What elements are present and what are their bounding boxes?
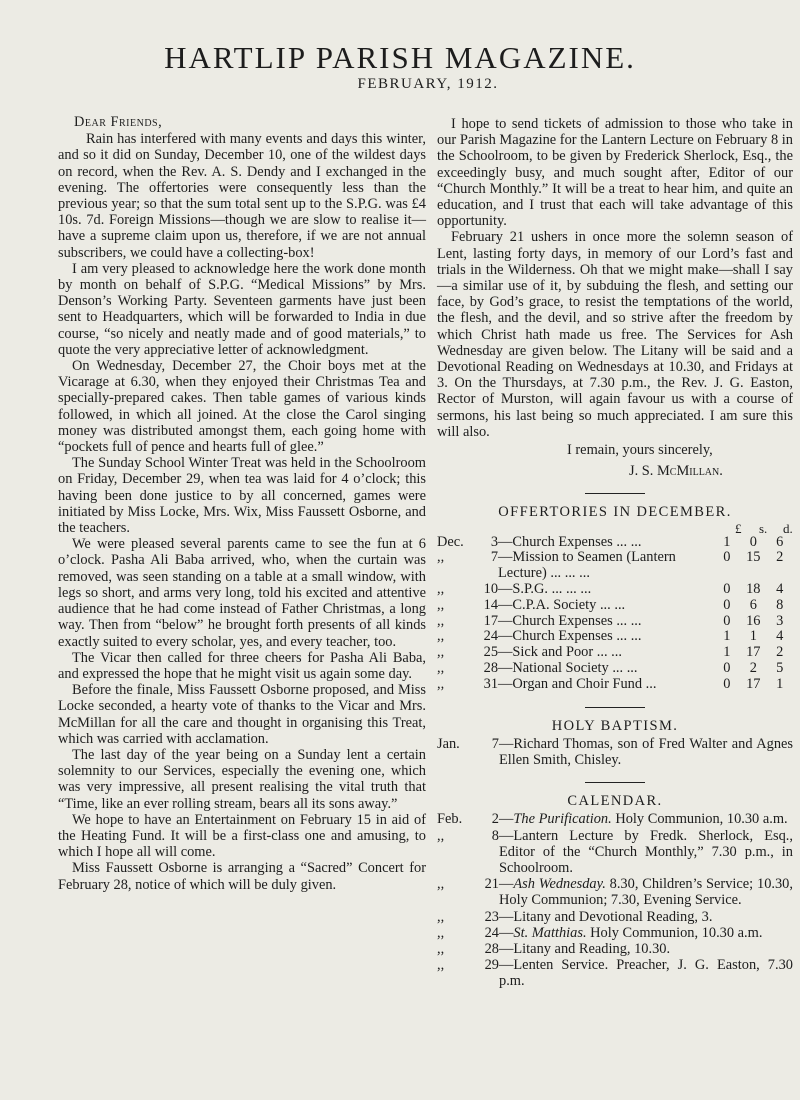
offertory-shillings: 17 [746,675,761,692]
calendar-entry-feast: St. Matthias. [513,924,587,941]
offertory-description: —C.P.A. Society ... ... [498,596,626,613]
baptism-entry-detail: —Richard Thomas, son of Fred Walter and Agnes Ellen Smith, Chisley. [499,735,793,769]
calendar-entry-day: 23 [484,908,499,925]
offertory-day: 14 [483,596,499,613]
offertory-month: ,, [437,644,445,661]
calendar-entry [437,909,793,925]
offertory-month: ,, [437,612,445,629]
calendar-entry [437,957,793,989]
letter-paragraph: February 21 ushers in once more the solemn season of Lent, lasting forty days, in memory of our Lord’s fast and trials in the Wilderness. Oh that we might make—shall I say—a similar use of it, by subduing the flesh, and setting our face, by God’s grace, to resist the temptations of the world, the flesh, and the devil, and so strive after the freedom by which Christ hath made us free. The Services for Ash Wednesday are given below. The Litany will be said and a Devotional Reading on Wednesdays at 10.30, and Fridays at 3. On the Thursdays, at 7.30 p.m., the Rev. J. G. Easton, Rector of Murston, will again favour us with a course of sermons, his last being so much appreciated. I am sure this will also. [437,229,793,440]
offertory-month: ,, [437,581,445,598]
currency-headers [437,520,793,536]
baptism-heading: HOLY BAPTISM. [551,717,679,734]
offertory-pence: 3 [776,612,784,629]
baptism-entry-text [499,736,793,768]
calendar-entry-text [499,909,793,925]
offertory-month: ,, [437,675,445,692]
calendar-entry-text: —The Purification. Holy Communion, 10.30 a.m. [499,811,788,828]
calendar-entry-month: ,, [437,827,445,844]
offertory-row [437,598,793,614]
offertory-pounds: 0 [723,581,731,598]
letter-paragraph: On Wednesday, December 27, the Choir boys met at the Vicarage at 6.30, when they enjoyed their Christmas Tea and specially-prepared cakes. Then table games of various kinds followed, in which all joined. At the close the Carol singing money was distributed amongst them, each going home with “pockets full of pence and hearts full of glee.” [58,358,426,456]
offertory-day: 28 [483,660,499,677]
section-divider [585,782,645,783]
calendar-entry-text: —St. Matthias. Holy Communion, 10.30 a.m. [499,924,763,941]
offertory-row [437,614,793,630]
offertory-row [437,629,793,645]
calendar-entry-month: ,, [437,908,445,925]
offertory-description: —Church Expenses ... ... [498,628,642,645]
offertory-row [437,645,793,661]
letter-paragraph: Before the finale, Miss Faussett Osborne proposed, and Miss Locke seconded, a hearty vote of thanks to the Vicar and Mrs. McMillan for all the care and thought in organising this Treat, which was carried with acclamation. [58,682,426,747]
calendar-entry-detail: 8.30, Children’s Service; 10.30, Holy Communion; 7.30, Evening Service. [499,876,793,909]
offertory-description: —Organ and Choir Fund ... [498,675,657,692]
offertory-pence: 2 [776,644,784,661]
offertory-pounds: 1 [723,533,731,550]
calendar-entry-feast: The Purification. [513,811,612,828]
offertories-heading: OFFERTORIES IN DECEMBER. [498,504,732,521]
offertory-pence: 5 [776,660,784,677]
letter-paragraph: The last day of the year being on a Sunday lent a certain solemnity to our Services, especially the evening one, which was very impressive, all present realising the vital truth that “Time, like an ever rolling stream, bears all its sons away.” [58,746,426,812]
letter-paragraph: We were pleased several parents came to see the fun at 6 o’clock. Pasha Ali Baba arrived, who, when the curtain was removed, was seen standing on a table at a small window, with legs so short, and arms very long, told his excited and attentive audience that he had come instead of Father Christmas, a long way. Then from “below” he brought forth presents of all kinds exactly suited to every scholar, yes, and every teacher, too. [58,536,426,650]
offertory-pounds: 1 [723,628,731,645]
offertory-description: —National Society ... ... [498,660,638,677]
calendar-entry-day: 21 [484,876,499,893]
offertory-pounds: 0 [723,612,731,629]
calendar-entry-month: ,, [437,924,445,941]
offertory-month: ,, [437,660,445,677]
calendar-entry-month: Feb. [437,811,463,828]
offertory-pounds: 0 [723,596,731,613]
offertory-description: —Church Expenses ... ... [498,612,642,629]
calendar-list [437,811,793,989]
offertory-day: 10 [483,581,499,598]
calendar-entry-text: —Ash Wednesday. 8.30, Children’s Service; 10.30, Holy Communion; 7.30, Evening Service. [499,876,793,909]
offertory-pence: 4 [776,581,784,598]
calendar-entry-day: 24 [484,924,499,941]
offertory-shillings: 1 [749,628,757,645]
offertory-day: 7 [490,549,499,566]
letter-paragraph: We hope to have an Entertainment on February 15 in aid of the Heating Fund. It will be a first-class one and amusing, to which I hope all will come. [58,811,426,861]
offertory-month: ,, [437,549,445,566]
calendar-entry-feast: Ash Wednesday. [513,876,606,893]
calendar-entry-text [499,957,793,989]
right-column [437,116,793,990]
calendar-heading: CALENDAR. [567,793,663,810]
calendar-entry [437,811,793,827]
offertory-month: ,, [437,596,445,613]
offertory-pence: 2 [776,549,784,566]
letter-paragraph: Miss Faussett Osborne is arranging a “Sacred” Concert for February 28, notice of which will be duly given. [58,860,426,893]
offertory-pounds: 1 [723,644,731,661]
shillings-header: s. [759,520,768,536]
offertory-description: —Mission to Seamen (Lantern Lecture) ... ... ... [498,549,676,582]
offertory-pence: 1 [776,675,784,692]
letter-paragraph: I hope to send tickets of admission to those who take in our Parish Magazine for the Lantern Lecture on February 8 in the Schoolroom, to be given by Frederick Sherlock, Esq., the exceedingly busy, and much sought after, Editor of our “Church Monthly.” It will be a treat to hear him, and quite an education, and I trust that each will take advantage of this opportunity. [437,116,793,230]
issue-date: FEBRUARY, 1912. [357,76,499,92]
offertory-day: 3 [490,533,499,550]
offertory-row [437,677,793,693]
calendar-entry-text [499,828,793,877]
offertory-pence: 6 [776,533,784,550]
calendar-entry-detail: —Litany and Reading, 10.30. [499,941,671,958]
letter-salutation: Dear Friends, [74,114,163,130]
offertory-row [437,535,793,551]
calendar-entry [437,876,793,908]
offertory-month: ,, [437,628,445,645]
calendar-entry-day: 2 [491,811,499,828]
letter-paragraph: Rain has interfered with many events and days this winter, and so it did on Sunday, December 10, one of the wildest days on record, when the Rev. A. S. Dendy and I exchanged in the evening. The offertories were consequently less than the previous year; so that the sum total sent up to the S.P.G. was £4 10s. 7d. Foreign Missions—though we are slow to realise it—have a supreme claim upon us, therefore, if we are not annual subscribers, we could have a collecting-box! [58,131,426,261]
section-divider [585,493,645,494]
letter-signature: J. S. McMillan. [629,463,723,480]
offertory-row [437,661,793,677]
left-column [58,114,426,893]
calendar-entry-month: ,, [437,941,445,958]
calendar-entry [437,925,793,941]
calendar-entry-text [499,941,793,957]
letter-closing: I remain, yours sincerely, [567,442,713,459]
calendar-entry [437,828,793,877]
calendar-entry-month: ,, [437,876,445,893]
offertory-shillings: 15 [746,549,761,566]
magazine-title: HARTLIP PARISH MAGAZINE. [164,40,636,75]
offertory-row [437,550,793,582]
letter-paragraph: The Vicar then called for three cheers for Pasha Ali Baba, and expressed the hope that he might visit us again some day. [58,649,426,682]
offertory-day: 17 [483,612,499,629]
pounds-header: £ [735,520,742,536]
calendar-entry-detail: —Litany and Devotional Reading, 3. [499,908,713,925]
offertory-day: 25 [483,644,499,661]
offertory-shillings: 6 [749,596,757,613]
letter-paragraph: The Sunday School Winter Treat was held in the Schoolroom on Friday, December 29, when tea was laid for 4 o’clock; this having been done justice to by all concerned, games were initiated by Miss Locke, Mrs. Wix, Miss Faussett Osborne, and the teachers. [58,455,426,537]
offertory-shillings: 0 [749,533,757,550]
calendar-entry-month: ,, [437,957,445,974]
calendar-entry-day: 28 [484,941,499,958]
offertory-month: Dec. [437,533,464,550]
offertory-shillings: 2 [749,660,757,677]
calendar-entry-detail: —Lenten Service. Preacher, J. G. Easton, 7.30 p.m. [499,957,793,990]
pence-header: d. [783,520,793,536]
calendar-entry-day: 8 [491,827,499,844]
offertory-row [437,582,793,598]
section-divider [585,707,645,708]
baptism-list [437,736,793,768]
calendar-entry-detail: —Lantern Lecture by Fredk. Sherlock, Esq., Editor of the “Church Monthly,” 7.30 p.m., in Schoolroom. [499,827,793,877]
offertory-pounds: 0 [723,660,731,677]
offertory-description: —Church Expenses ... ... [498,533,642,550]
baptism-entry-month: Jan. [437,735,460,752]
letter-paragraph: I am very pleased to acknowledge here the work done month by month on behalf of S.P.G. “Medical Missions” by Mrs. Denson’s Working Party. Seventeen garments have just been sent to Headquarters, which will be forwarded to India in due course, “so nicely and neatly made and of good materials,” to quote the very appreciative letter of acknowledgment. [58,260,426,358]
offertory-shillings: 18 [746,581,761,598]
offertory-pence: 4 [776,628,784,645]
calendar-entry-detail: Holy Communion, 10.30 a.m. [615,811,788,828]
offertory-pence: 8 [776,596,784,613]
offertory-shillings: 16 [746,612,761,629]
offertory-pounds: 0 [723,549,731,566]
offertory-shillings: 17 [746,644,761,661]
baptism-entry-day: 7 [491,735,499,752]
offertory-day: 31 [483,675,499,692]
offertories-table [437,535,793,693]
offertory-day: 24 [483,628,499,645]
baptism-entry [437,736,793,768]
calendar-entry-day: 29 [484,957,499,974]
offertory-description: —Sick and Poor ... ... [498,644,622,661]
calendar-entry [437,941,793,957]
calendar-entry-detail: Holy Communion, 10.30 a.m. [590,924,763,941]
offertory-description: —S.P.G. ... ... ... [498,581,592,598]
offertory-pounds: 0 [723,675,731,692]
